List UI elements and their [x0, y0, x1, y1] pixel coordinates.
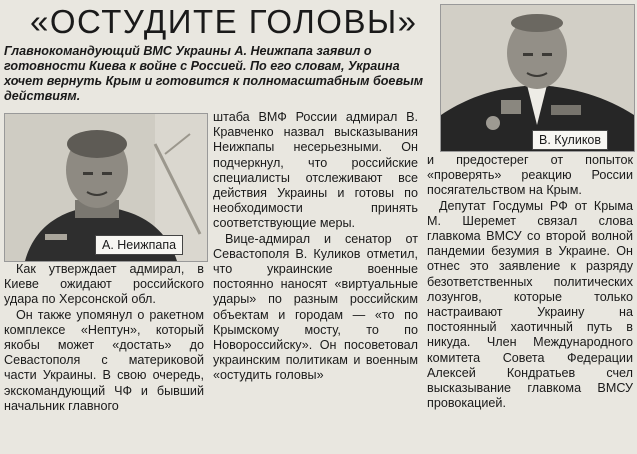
photo-caption-kulikov: В. Куликов — [532, 130, 608, 150]
paragraph: Он также упомянул о ракетном комплексе «Нептун», который якобы может «достать» до Севастополя с материковой части Украины. В свою очередь, экскомандующий ЧФ и бывший начальник главного — [4, 307, 204, 413]
article-column-2 — [213, 110, 418, 384]
lead-paragraph: Главнокомандующий ВМС Украины А. Неижпапа заявил о готовности Киева к войне с Россией. По его словам, Украина хочет вернуть Крым и готовится к полномасштабным боевым действиям. — [4, 44, 424, 103]
paragraph: Как утверждает адмирал, в Киеве ожидают российского удара по Херсонской обл. — [4, 262, 204, 307]
paragraph: Вице-адмирал и сенатор от Севастополя В. Куликов отметил, что украинские военные постоянно наносят «виртуальные удары» по разным российским объектам и городам — «то по Крымскому мосту, то по Новороссийску». Он посоветовал украинским политикам и военным «остудить головы» — [213, 231, 418, 383]
paragraph: штаба ВМФ России адмирал В. Кравченко назвал высказывания Неижпапы несерьезными. Он подчеркнул, что российские специалисты отслеживают все действия Украины и готовы по необходимости принять соответствующие меры. — [213, 110, 418, 231]
paragraph: Депутат Госдумы РФ от Крыма М. Шеремет связал слова главкома ВМСУ со второй волной пандемии безумия в Украине. Он отнес это заявление к разряду безответственных политических лозунгов, которые только настраивают Украину на постоянный хаотичный путь в никуда. Член Международного комитета Совета Федерации Алексей Кондратьев счел высказывание главкома ВМСУ провокацией. — [427, 198, 633, 411]
paragraph: и предостерег от попыток «проверять» реакцию России посягательством на Крым. — [427, 153, 633, 198]
article-column-3 — [427, 153, 633, 411]
headline: «ОСТУДИТЕ ГОЛОВЫ» — [30, 3, 418, 40]
article-column-1 — [4, 262, 204, 414]
photo-caption-neizhpapa: А. Неижпапа — [95, 235, 183, 255]
